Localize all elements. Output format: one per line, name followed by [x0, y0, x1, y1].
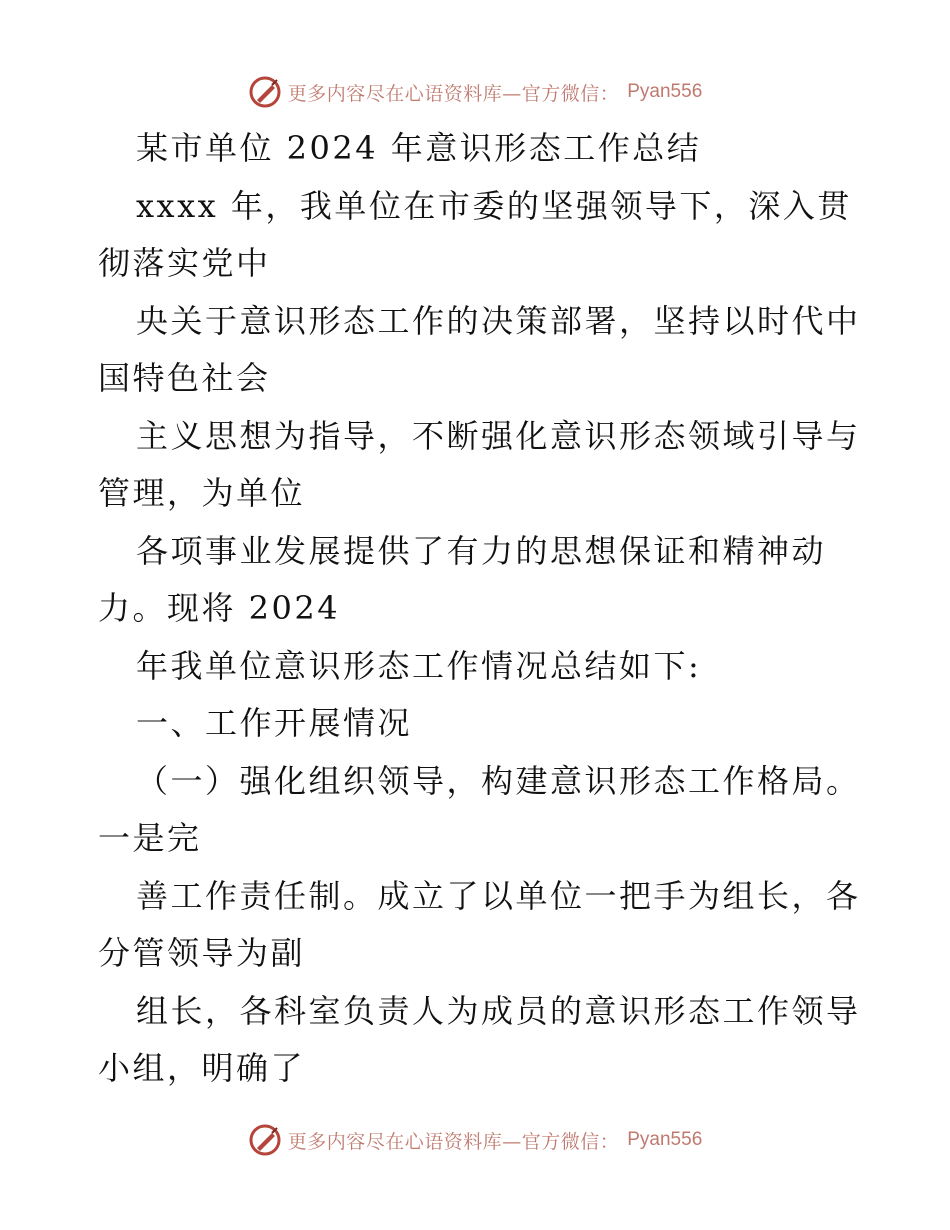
text-line: 力。现将 2024: [98, 589, 341, 627]
watermark-wechat-id: Pyan556: [627, 1129, 703, 1150]
text-line: 一、工作开展情况: [136, 704, 413, 742]
text-line: 各项事业发展提供了有力的思想保证和精神动: [136, 531, 827, 570]
quill-logo-icon: [248, 1123, 282, 1157]
watermark-header: [0, 72, 950, 112]
text-line: 一是完: [98, 819, 202, 857]
document-title: 某市单位 2024 年意识形态工作总结: [136, 129, 702, 167]
text-line: 管理，为单位: [98, 474, 306, 512]
text-line: 国特色社会: [98, 359, 271, 397]
text-line: 主义思想为指导，不断强化意识形态领域引导与: [136, 416, 861, 455]
watermark-footer: [0, 1120, 950, 1160]
text-line: 央关于意识形态工作的决策部署，坚持以时代中: [136, 301, 861, 340]
text-line: 小组，明确了: [98, 1049, 306, 1087]
quill-logo-icon: [248, 75, 282, 109]
text-line: 善工作责任制。成立了以单位一把手为组长，各: [136, 876, 861, 915]
text-line: 分管领导为副: [98, 934, 306, 972]
text-line: xxxx 年，我单位在市委的坚强领导下，深入贯: [136, 186, 852, 225]
watermark-text: 更多内容尽在心语资料库—官方微信：: [287, 82, 620, 105]
watermark-text: 更多内容尽在心语资料库—官方微信：: [287, 1130, 620, 1153]
text-line: 组长，各科室负责人为成员的意识形态工作领导: [136, 991, 861, 1030]
text-line: （一）强化组织领导，构建意识形态工作格局。: [136, 761, 861, 800]
document-body: [98, 120, 861, 1098]
watermark-wechat-id: Pyan556: [627, 81, 703, 102]
text-line: 年我单位意识形态工作情况总结如下:: [136, 646, 702, 685]
text-line: 彻落实党中: [98, 244, 271, 282]
